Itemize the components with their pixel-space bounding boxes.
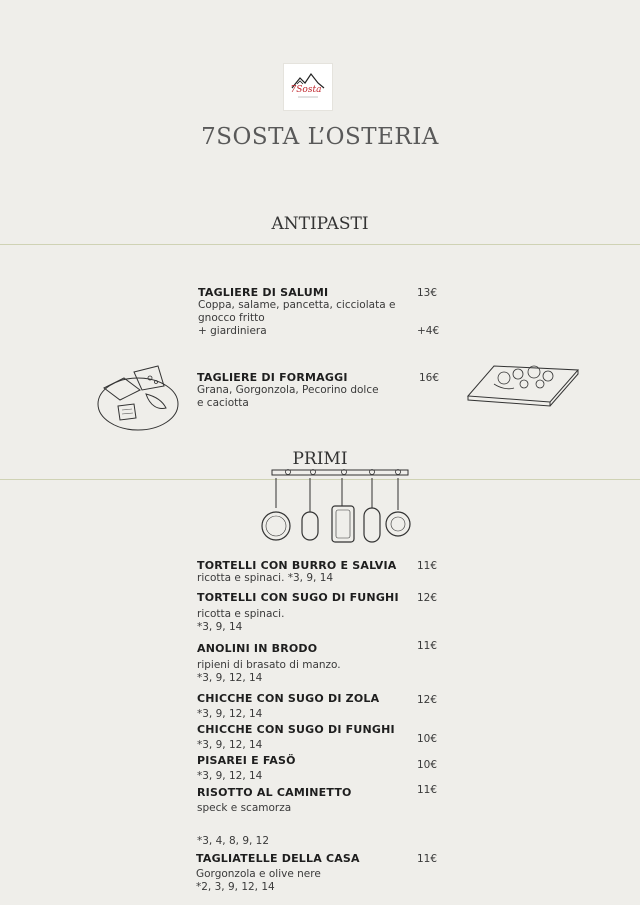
item-name: TAGLIATELLE DELLA CASA <box>196 852 360 865</box>
menu-item <box>197 591 399 634</box>
item-name: ANOLINI IN BRODO <box>197 642 318 655</box>
item-price: 11€ <box>417 560 438 572</box>
item-price: 11€ <box>417 784 438 796</box>
item-desc: ripieni di brasato di manzo. <box>197 659 341 671</box>
item-desc: Coppa, salame, pancetta, cicciolata e <box>198 299 396 311</box>
menu-item <box>197 371 407 410</box>
pans-icon <box>258 466 418 556</box>
menu-item <box>197 754 296 783</box>
menu-item <box>197 723 395 752</box>
item-name: CHICCHE CON SUGO DI FUNGHI <box>197 723 395 736</box>
item-desc: Gorgonzola e olive nere <box>196 868 321 880</box>
charcuterie-board-illustration <box>464 352 582 408</box>
item-desc: speck e scamorza <box>197 802 292 814</box>
item-desc: *3, 4, 8, 9, 12 <box>197 835 270 847</box>
item-desc: Grana, Gorgonzola, Pecorino dolce <box>197 384 379 396</box>
menu-item <box>196 852 360 894</box>
item-desc: ricotta e spinaci. *3, 9, 14 <box>197 572 334 584</box>
menu-item <box>198 286 408 338</box>
item-desc: ricotta e spinaci. <box>197 608 285 620</box>
item-desc: *3, 9, 12, 14 <box>197 770 263 782</box>
item-name: RISOTTO AL CAMINETTO <box>197 786 352 799</box>
item-desc: *3, 9, 12, 14 <box>197 672 263 684</box>
item-price: 11€ <box>417 640 438 652</box>
mountain-logo-icon <box>284 64 332 110</box>
item-price: 10€ <box>417 733 438 745</box>
item-desc: *3, 9, 14 <box>197 621 243 633</box>
item-desc: *3, 9, 12, 14 <box>197 739 263 751</box>
item-price: 10€ <box>417 759 438 771</box>
restaurant-title: 7SOSTA L’OSTERIA <box>201 124 439 150</box>
charcuterie-board-icon <box>464 352 582 408</box>
cheese-board-icon <box>94 360 184 435</box>
item-desc: + giardiniera <box>198 325 267 337</box>
item-name: PISAREI E FASÖ <box>197 754 296 767</box>
item-price: 12€ <box>417 592 438 604</box>
item-name: TAGLIERE DI SALUMI <box>198 286 329 299</box>
hanging-pans-illustration <box>258 466 418 556</box>
item-name: CHICCHE CON SUGO DI ZOLA <box>197 692 380 705</box>
logo-text: 7Sosta <box>290 85 322 95</box>
item-name: TORTELLI CON BURRO E SALVIA <box>197 559 397 572</box>
section-title-antipasti: ANTIPASTI <box>271 214 369 234</box>
menu-item <box>197 692 379 721</box>
item-price: 12€ <box>417 694 438 706</box>
menu-item <box>197 642 341 685</box>
divider <box>0 244 640 245</box>
menu-item <box>197 786 352 848</box>
item-price: 16€ <box>419 372 440 384</box>
item-name: TORTELLI CON SUGO DI FUNGHI <box>197 591 399 604</box>
item-desc: *2, 3, 9, 12, 14 <box>196 881 275 893</box>
item-desc: *3, 9, 12, 14 <box>197 708 263 720</box>
item-name: TAGLIERE DI FORMAGGI <box>197 371 348 384</box>
cheese-board-illustration <box>94 360 184 435</box>
item-desc: gnocco fritto <box>198 312 265 324</box>
section-title-primi: PRIMI <box>292 449 348 469</box>
item-price: 13€ <box>417 287 438 299</box>
menu-item <box>197 559 396 585</box>
item-price: 11€ <box>417 853 438 865</box>
restaurant-logo <box>284 64 332 110</box>
item-extra-price: +4€ <box>417 325 440 337</box>
item-desc: e caciotta <box>197 397 249 409</box>
